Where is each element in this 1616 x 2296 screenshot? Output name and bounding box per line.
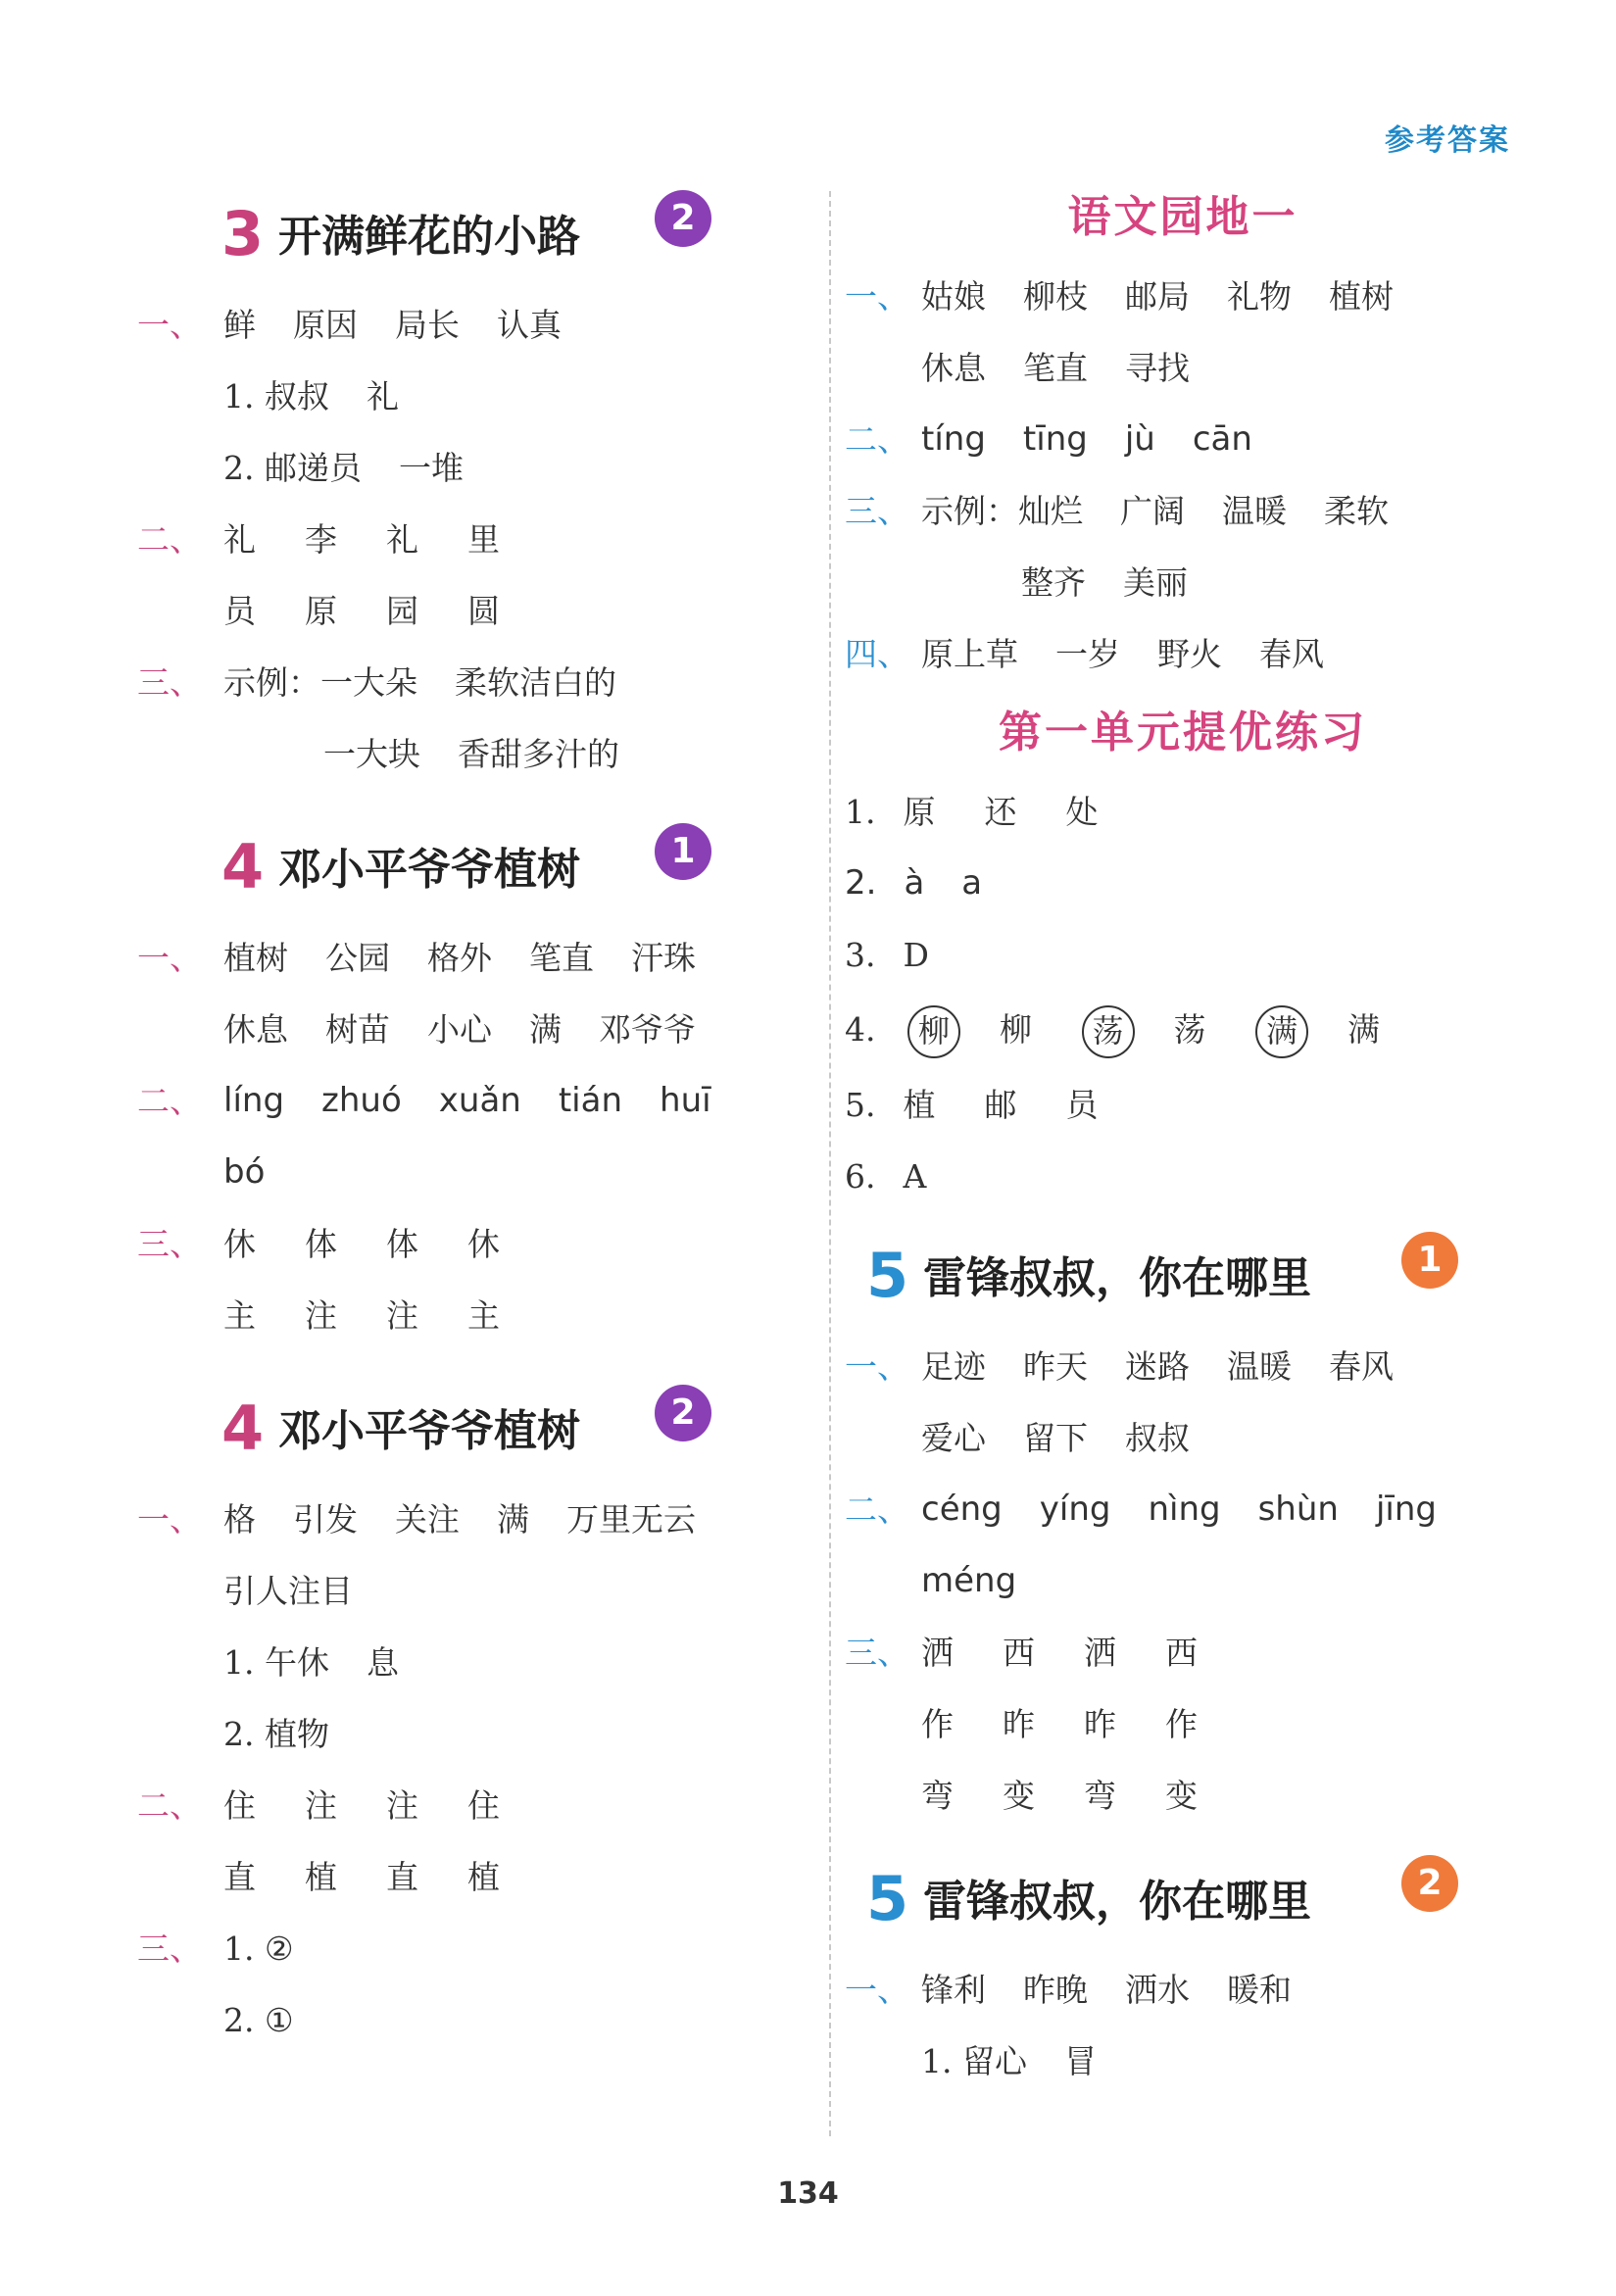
answer: 小心 (427, 1010, 492, 1049)
circled-character: 满 (1255, 1005, 1308, 1058)
answer: 姑娘 (921, 277, 986, 316)
answer: 昨晚 (1023, 1971, 1088, 2009)
answer: 留下 (1023, 1419, 1088, 1457)
section-marker: 一、 (845, 1971, 909, 2009)
lesson-title (137, 819, 794, 922)
answer: tīng (1022, 419, 1088, 459)
answer: 植树 (1329, 277, 1394, 316)
answer: 2. 邮递员 (223, 449, 362, 487)
answer: 1. 留心 (921, 2042, 1027, 2080)
lesson-title-text: 邓小平爷爷植树 (278, 1406, 580, 1456)
answer: 冒 (1063, 2042, 1097, 2080)
lesson-3-part-2 (137, 186, 794, 790)
answer: 植树 (223, 939, 288, 977)
section-marker: 一、 (137, 939, 202, 977)
answer: 直 (223, 1858, 256, 1896)
answer: 温暖 (1222, 492, 1287, 530)
answer: 鲜 (223, 306, 256, 344)
section-marker: 一、 (137, 1500, 202, 1539)
answer: 昨天 (1023, 1347, 1088, 1386)
answer: 主 (223, 1296, 256, 1335)
answer: líng (223, 1081, 285, 1120)
answer: 李 (305, 520, 337, 559)
answer: shùn (1257, 1490, 1339, 1529)
answer: 住 (223, 1786, 256, 1825)
answer: 公园 (325, 939, 390, 977)
answer: 香甜多汁的 (458, 735, 619, 773)
answer: 体 (305, 1225, 337, 1263)
answer: à (904, 863, 925, 903)
answer: 圆 (467, 592, 500, 630)
answer: 认真 (497, 306, 562, 344)
answer: 寻找 (1125, 349, 1190, 387)
answer: 格外 (427, 939, 492, 977)
answer: cān (1192, 419, 1252, 459)
answer: 作 (1165, 1705, 1198, 1743)
lesson-title (845, 1228, 1521, 1331)
answer: 植 (903, 1086, 936, 1124)
answer: jù (1124, 419, 1155, 459)
lesson-number: 3 (221, 198, 265, 269)
lesson-title-text: 邓小平爷爷植树 (278, 845, 580, 895)
part-badge: 1 (1401, 1232, 1458, 1289)
part-badge: 2 (1401, 1855, 1458, 1912)
lesson-number: 5 (866, 1240, 909, 1311)
part-badge: 2 (655, 190, 711, 247)
answer: 叔叔 (1125, 1419, 1190, 1457)
answer: 西 (1003, 1634, 1035, 1672)
question-number: 6. (845, 1157, 876, 1196)
answer: 满 (1347, 1010, 1380, 1049)
answer: 还 (984, 793, 1017, 831)
section-marker: 三、 (845, 492, 909, 530)
answer: 昨 (1003, 1705, 1035, 1743)
answer: 局长 (395, 306, 460, 344)
answer: 一大块 (323, 735, 420, 773)
answer: 礼 (386, 520, 418, 559)
answer: 住 (467, 1786, 500, 1825)
answer: 邮局 (1125, 277, 1190, 316)
answer: 弯 (1084, 1777, 1116, 1815)
answer: 直 (386, 1858, 418, 1896)
lesson-number: 4 (221, 831, 265, 903)
answer: 礼物 (1227, 277, 1292, 316)
answer: 注 (386, 1296, 418, 1335)
section-title: 语文园地一 (1067, 192, 1298, 242)
answer: D (903, 936, 929, 974)
answer: 弯 (921, 1777, 954, 1815)
left-column (137, 186, 794, 2056)
answer: 锋利 (921, 1971, 986, 2009)
answer: 引发 (293, 1500, 358, 1539)
lesson-5-part-2 (845, 1851, 1521, 2097)
answer: 1. ② (223, 1930, 294, 1968)
answer: 处 (1065, 793, 1099, 831)
answer: 1. 午休 (223, 1643, 329, 1682)
answer: 柔软洁白的 (455, 663, 616, 702)
answer: 温暖 (1227, 1347, 1292, 1386)
answer: nìng (1148, 1490, 1221, 1529)
section-marker: 一、 (845, 277, 909, 316)
answer: 注 (386, 1786, 418, 1825)
answer: A (903, 1157, 927, 1196)
answer: 休 (223, 1225, 256, 1263)
answer: 美丽 (1123, 563, 1188, 602)
answer: 荡 (1173, 1010, 1206, 1049)
answer: tián (558, 1081, 623, 1120)
answer: 野火 (1157, 635, 1222, 673)
answer: 满 (529, 1010, 562, 1049)
answer: yíng (1039, 1490, 1111, 1529)
circled-character: 荡 (1082, 1005, 1135, 1058)
answer: 整齐 (1021, 563, 1086, 602)
lesson-number: 4 (221, 1392, 265, 1464)
section-marker: 一、 (137, 306, 202, 344)
answer: 休息 (921, 349, 986, 387)
answer: 变 (1165, 1777, 1198, 1815)
lesson-4-part-1 (137, 819, 794, 1351)
answer: 满 (497, 1500, 529, 1539)
section-marker: 一、 (845, 1347, 909, 1386)
answer: 昨 (1084, 1705, 1116, 1743)
answer: 暖和 (1227, 1971, 1292, 2009)
answer: 迷路 (1125, 1347, 1190, 1386)
lesson-title (137, 186, 794, 289)
part-badge: 1 (655, 823, 711, 880)
question-number: 3. (845, 936, 876, 974)
question-number: 4. (845, 1010, 876, 1049)
section-marker: 二、 (845, 420, 909, 459)
answer: méng (921, 1561, 1017, 1600)
answer: 员 (1065, 1086, 1099, 1124)
answer: 洒水 (1125, 1971, 1190, 2009)
answer: 广阔 (1120, 492, 1185, 530)
answer: 树苗 (325, 1010, 390, 1049)
unit-1-exercises (845, 690, 1521, 1212)
section-title: 第一单元提优练习 (999, 708, 1367, 757)
answer: 原 (305, 592, 337, 630)
answer: 万里无云 (566, 1500, 696, 1539)
lesson-4-part-2 (137, 1381, 794, 2056)
lesson-title (137, 1381, 794, 1484)
answer: 足迹 (921, 1347, 986, 1386)
answer: 里 (467, 520, 500, 559)
section-marker: 二、 (137, 1082, 202, 1120)
answer: 汗珠 (631, 939, 696, 977)
answer: 春风 (1329, 1347, 1394, 1386)
answer: 原 (903, 793, 936, 831)
header-label: 参考答案 (1385, 123, 1510, 158)
question-number: 1. (845, 793, 876, 831)
section-marker: 二、 (845, 1490, 909, 1529)
answer: 爱心 (921, 1419, 986, 1457)
answer: 笔直 (529, 939, 594, 977)
lesson-number: 5 (866, 1863, 909, 1934)
answer: 园 (386, 592, 418, 630)
answer: 春风 (1259, 635, 1324, 673)
lesson-title-text: 雷锋叔叔，你在哪里 (923, 1877, 1311, 1927)
answer: 关注 (395, 1500, 460, 1539)
answer: 原上草 (921, 635, 1018, 673)
answer: 格 (223, 1500, 256, 1539)
answer: céng (921, 1490, 1003, 1529)
answer: 一堆 (398, 449, 464, 487)
answer: 柔软 (1324, 492, 1389, 530)
answer: 息 (366, 1643, 399, 1682)
answer: 作 (921, 1705, 954, 1743)
answer: 原因 (293, 306, 358, 344)
section-marker: 二、 (137, 1786, 202, 1825)
section-marker: 四、 (845, 635, 909, 673)
answer: 柳 (1000, 1010, 1032, 1049)
answer: 2. 植物 (223, 1715, 329, 1753)
right-column (845, 174, 1521, 2097)
answer: zhuó (321, 1081, 402, 1120)
lesson-5-part-1 (845, 1228, 1521, 1832)
answer: xuǎn (438, 1081, 521, 1120)
answer: 笔直 (1023, 349, 1088, 387)
answer: 2. ① (223, 2001, 294, 2039)
part-badge: 2 (655, 1385, 711, 1441)
answer: 洒 (921, 1634, 954, 1672)
answer: 邓爷爷 (599, 1010, 696, 1049)
section-marker: 三、 (845, 1634, 909, 1672)
answer: 员 (223, 592, 256, 630)
question-number: 2. (845, 863, 877, 903)
circled-character: 柳 (907, 1005, 960, 1058)
answer: a (961, 863, 983, 903)
yuwen-yuandi-1 (845, 174, 1521, 690)
answer: 洒 (1084, 1634, 1116, 1672)
answer: 柳枝 (1023, 277, 1088, 316)
answer: 植 (467, 1858, 500, 1896)
lesson-title-text: 雷锋叔叔，你在哪里 (923, 1253, 1311, 1303)
section-marker: 三、 (137, 663, 202, 702)
answer: 示例：灿烂 (921, 492, 1083, 530)
answer: 一岁 (1055, 635, 1120, 673)
lesson-title (845, 1851, 1521, 1954)
answer: 主 (467, 1296, 500, 1335)
answer: 引人注目 (223, 1572, 353, 1610)
page-number: 134 (777, 2176, 839, 2211)
answer: 示例：一大朵 (223, 663, 417, 702)
question-number: 5. (845, 1086, 876, 1124)
answer: 礼 (223, 520, 256, 559)
answer: bó (223, 1152, 266, 1192)
section-marker: 三、 (137, 1225, 202, 1263)
answer: 休息 (223, 1010, 288, 1049)
answer: 西 (1165, 1634, 1198, 1672)
answer: 体 (386, 1225, 418, 1263)
answer: 休 (467, 1225, 500, 1263)
answer: tíng (921, 419, 986, 459)
lesson-title-text: 开满鲜花的小路 (278, 212, 580, 262)
section-marker: 二、 (137, 520, 202, 559)
answer: 注 (305, 1786, 337, 1825)
section-marker: 三、 (137, 1930, 202, 1968)
answer: 变 (1003, 1777, 1035, 1815)
answer: 1. 叔叔 (223, 377, 329, 415)
answer: jīng (1375, 1490, 1437, 1529)
answer: 注 (305, 1296, 337, 1335)
answer: 植 (305, 1858, 337, 1896)
column-divider (829, 191, 831, 2136)
answer: 邮 (984, 1086, 1017, 1124)
answer: 礼 (366, 377, 399, 415)
answer: huī (660, 1081, 711, 1120)
